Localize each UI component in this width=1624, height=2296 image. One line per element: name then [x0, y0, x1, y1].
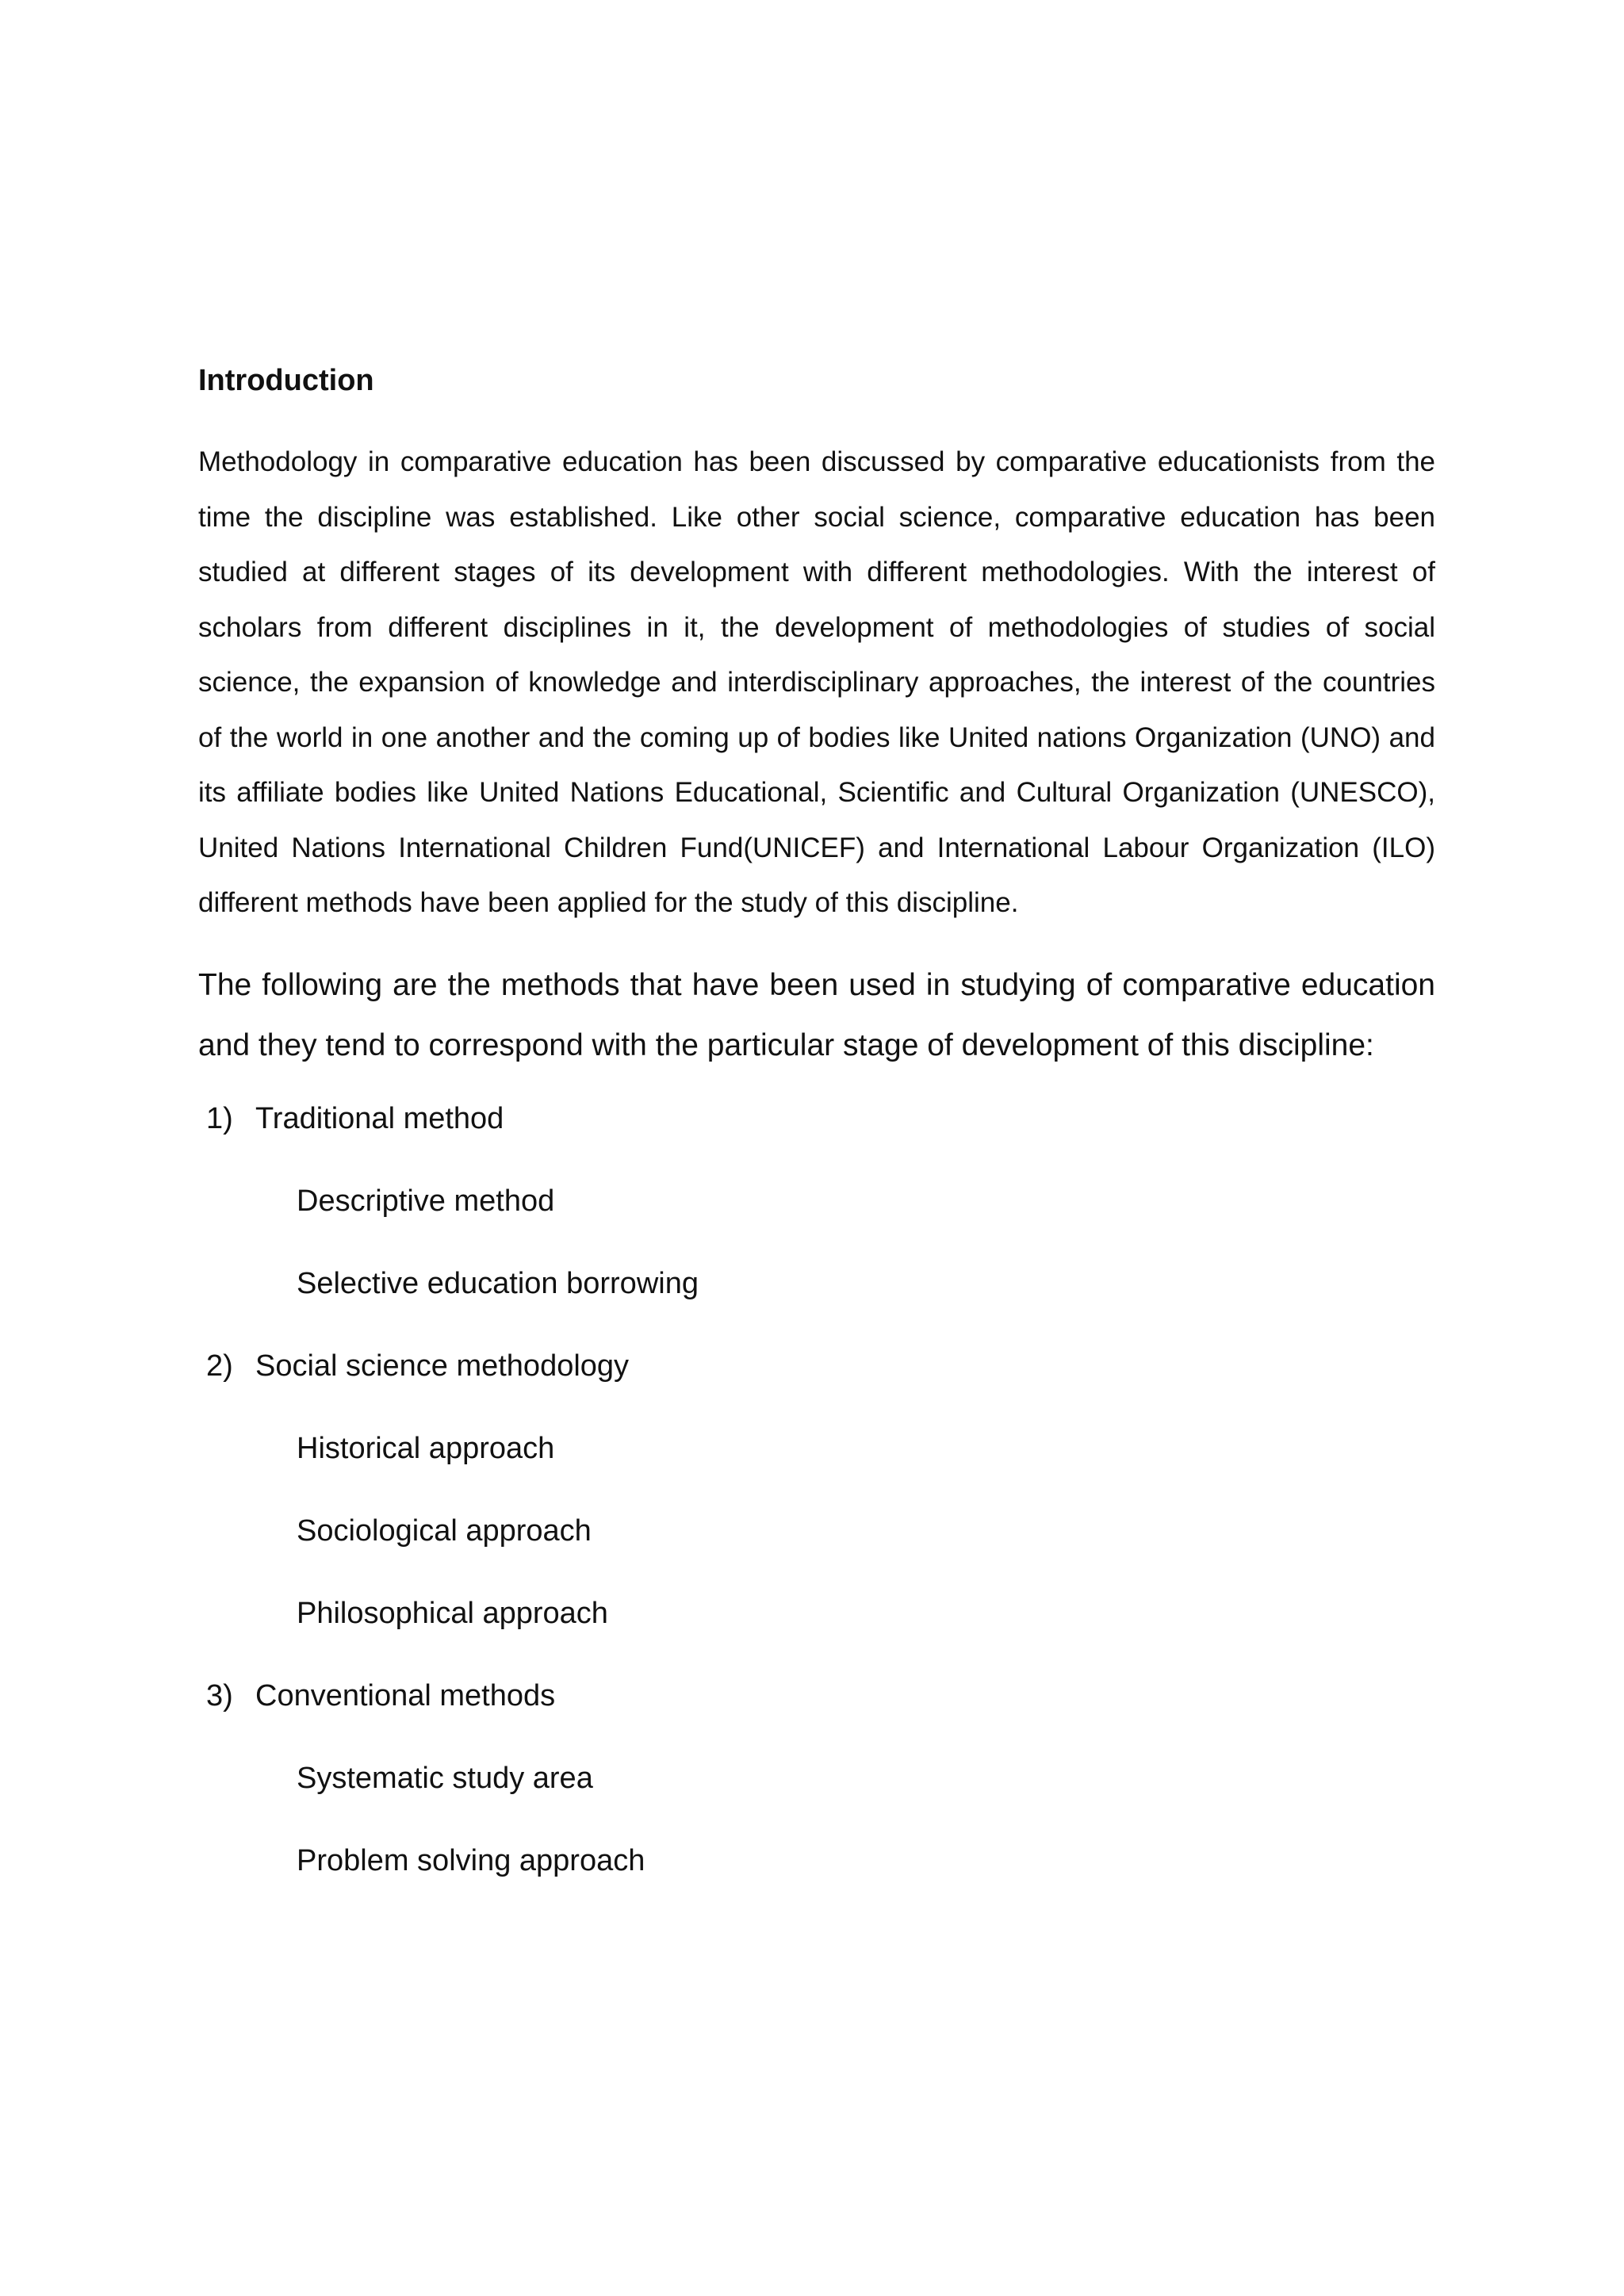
method-number: 1): [206, 1102, 233, 1135]
sub-item: Systematic study area: [297, 1762, 593, 1795]
method-label: Traditional method: [255, 1102, 504, 1135]
method-label: Social science methodology: [255, 1349, 630, 1383]
page-title: Introduction: [198, 364, 374, 397]
method-item-traditional: [198, 1096, 1435, 1179]
method-number: 2): [206, 1349, 233, 1383]
method-item-social-science: [198, 1344, 1435, 1426]
lead-paragraph: The following are the methods that have been used in studying of comparative education and they tend to correspond with the particular stage of development of this discipline:: [198, 968, 1435, 1062]
sub-item: Historical approach: [297, 1432, 555, 1465]
sub-item: Descriptive method: [297, 1184, 555, 1218]
methods-list: [198, 1096, 1435, 1921]
sub-item: Selective education borrowing: [297, 1267, 699, 1300]
method-label: Conventional methods: [255, 1679, 556, 1712]
method-number: 3): [206, 1679, 233, 1712]
intro-paragraph: Methodology in comparative education has been discussed by comparative educationists from the time the discipline was established. Like other social science, comparative education has been studied at different stages of its development with different methodologies. With the interest of scholars from different disciplines in it, the development of methodologies of studies of social science, the expansion of knowledge and interdisciplinary approaches, the interest of the countries of the world in one another and the coming up of bodies like United nations Organization (UNO) and its affiliate bodies like United Nations Educational, Scientific and Cultural Organization (UNESCO), United Nations International Children Fund(UNICEF) and International Labour Organization (ILO) different methods have been applied for the study of this discipline.: [198, 446, 1435, 918]
sub-item: Philosophical approach: [297, 1597, 608, 1630]
sub-item: Sociological approach: [297, 1514, 592, 1548]
method-item-conventional: [198, 1674, 1435, 1756]
sub-item: Problem solving approach: [297, 1844, 645, 1877]
